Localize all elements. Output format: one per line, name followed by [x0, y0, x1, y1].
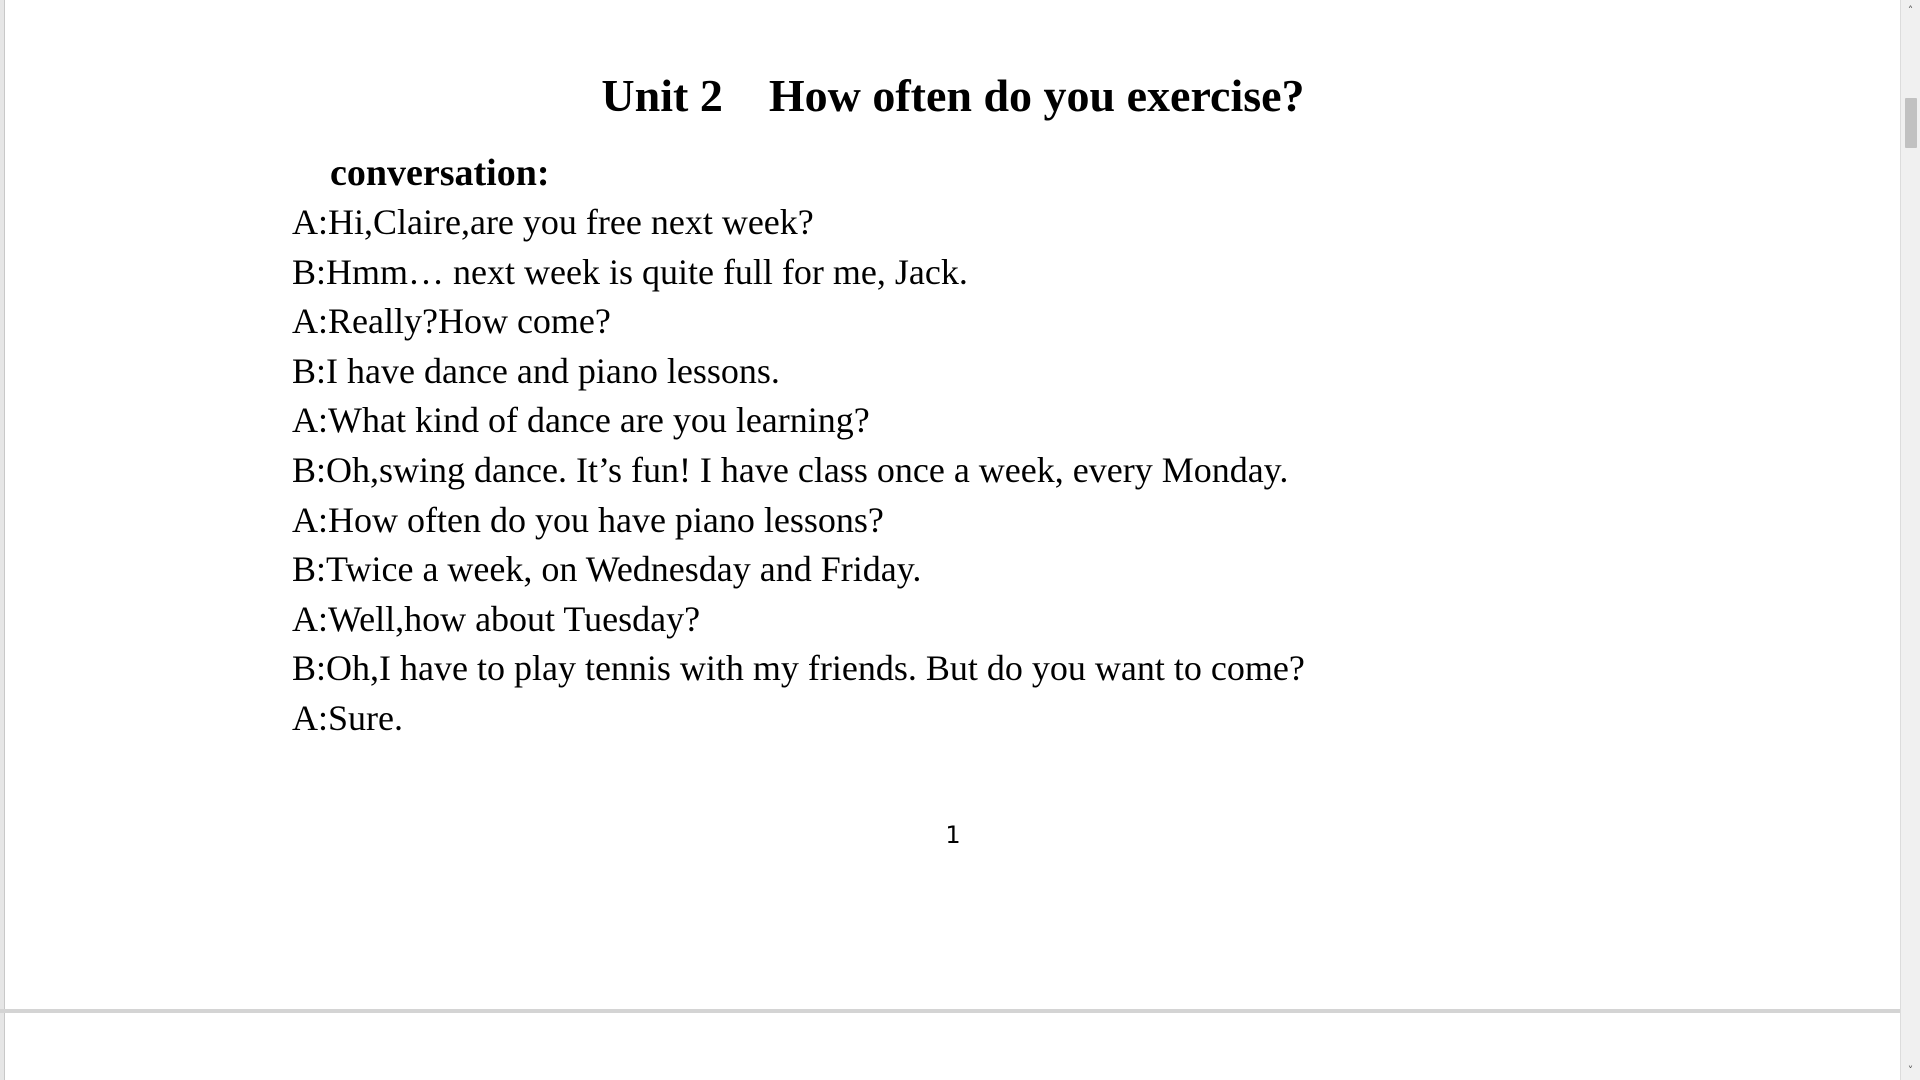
- scrollbar-thumb[interactable]: [1905, 98, 1917, 148]
- conversation-line: B:I have dance and piano lessons.: [292, 350, 780, 391]
- conversation-lines: [292, 198, 1305, 744]
- section-label: conversation:: [330, 152, 550, 194]
- conversation-line: A:Sure.: [292, 697, 403, 738]
- conversation-line: B:Oh,I have to play tennis with my friends. But do you want to come?: [292, 648, 1305, 689]
- document-page: [4, 0, 1900, 1009]
- conversation-line: A:Hi,Claire,are you free next week?: [292, 202, 814, 242]
- conversation-line: A:Really?How come?: [292, 301, 611, 342]
- chevron-up-icon[interactable]: ˄: [1907, 3, 1914, 17]
- conversation-line: B:Hmm… next week is quite full for me, Jack.: [292, 251, 968, 292]
- vertical-scrollbar[interactable]: [1900, 0, 1920, 1080]
- conversation-line: A:How often do you have piano lessons?: [292, 499, 884, 540]
- page-title: Unit 2 How often do you exercise?: [601, 70, 1305, 121]
- next-page: [4, 1013, 1900, 1080]
- conversation-line: B:Oh,swing dance. It’s fun! I have class once a week, every Monday.: [292, 449, 1289, 490]
- conversation-line: A:What kind of dance are you learning?: [292, 400, 870, 441]
- conversation-line: A:Well,how about Tuesday?: [292, 598, 701, 639]
- chevron-down-icon[interactable]: ˅: [1907, 1063, 1914, 1077]
- conversation-line: B:Twice a week, on Wednesday and Friday.: [292, 549, 922, 590]
- page-number: 1: [945, 821, 961, 849]
